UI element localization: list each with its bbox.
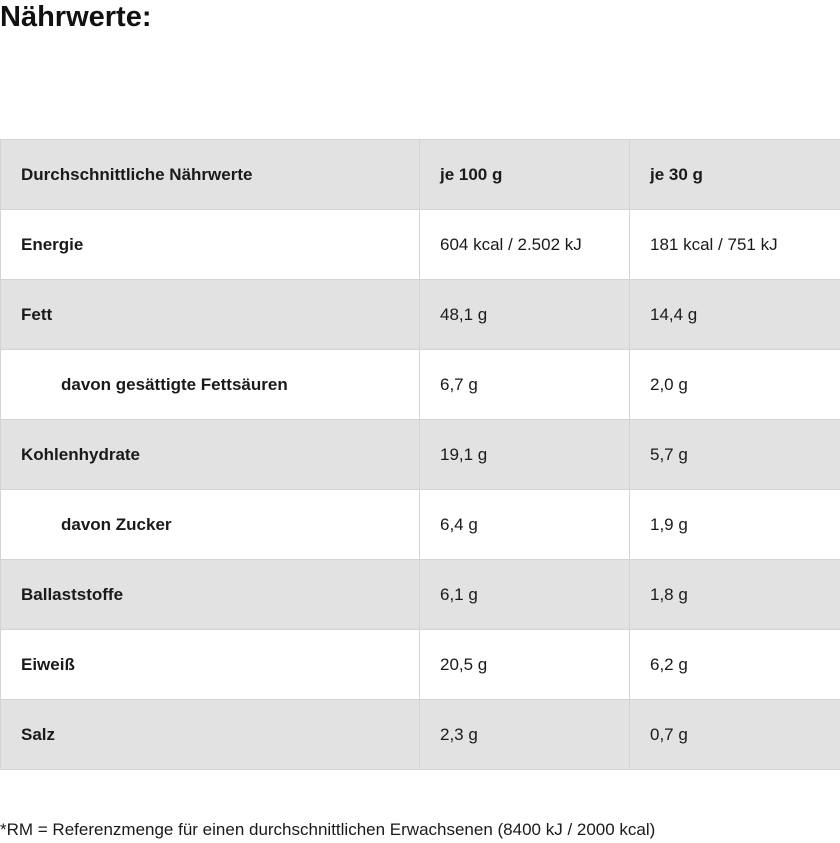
table-row	[1, 700, 840, 770]
table-row	[1, 280, 840, 350]
header-per-30g: je 30 g	[630, 140, 840, 210]
row-label: Salz	[1, 700, 420, 770]
value-per-100g: 20,5 g	[420, 630, 630, 700]
table-header-row	[1, 140, 840, 210]
table-row	[1, 350, 840, 420]
value-per-30g: 6,2 g	[630, 630, 840, 700]
value-per-30g: 1,8 g	[630, 560, 840, 630]
table-row	[1, 210, 840, 280]
nutrition-table	[0, 139, 840, 770]
value-per-100g: 604 kcal / 2.502 kJ	[420, 210, 630, 280]
value-per-100g: 48,1 g	[420, 280, 630, 350]
footnote: *RM = Referenzmenge für einen durchschnittlichen Erwachsenen (8400 kJ / 2000 kcal)	[0, 820, 656, 839]
table-row	[1, 630, 840, 700]
table-row	[1, 560, 840, 630]
row-label: Fett	[1, 280, 420, 350]
row-label: Kohlenhydrate	[1, 420, 420, 490]
value-per-100g: 6,4 g	[420, 490, 630, 560]
value-per-100g: 2,3 g	[420, 700, 630, 770]
row-label: Ballaststoffe	[1, 560, 420, 630]
value-per-30g: 5,7 g	[630, 420, 840, 490]
value-per-100g: 6,1 g	[420, 560, 630, 630]
page-title: Nährwerte:	[0, 1, 152, 33]
row-label: davon gesättigte Fettsäuren	[1, 350, 420, 420]
row-label: Eiweiß	[1, 630, 420, 700]
value-per-30g: 0,7 g	[630, 700, 840, 770]
value-per-30g: 14,4 g	[630, 280, 840, 350]
header-nutrient: Durchschnittliche Nährwerte	[1, 140, 420, 210]
row-label: davon Zucker	[1, 490, 420, 560]
header-per-100g: je 100 g	[420, 140, 630, 210]
value-per-30g: 2,0 g	[630, 350, 840, 420]
value-per-30g: 181 kcal / 751 kJ	[630, 210, 840, 280]
table-row	[1, 420, 840, 490]
value-per-100g: 6,7 g	[420, 350, 630, 420]
value-per-100g: 19,1 g	[420, 420, 630, 490]
table-row	[1, 490, 840, 560]
row-label: Energie	[1, 210, 420, 280]
value-per-30g: 1,9 g	[630, 490, 840, 560]
